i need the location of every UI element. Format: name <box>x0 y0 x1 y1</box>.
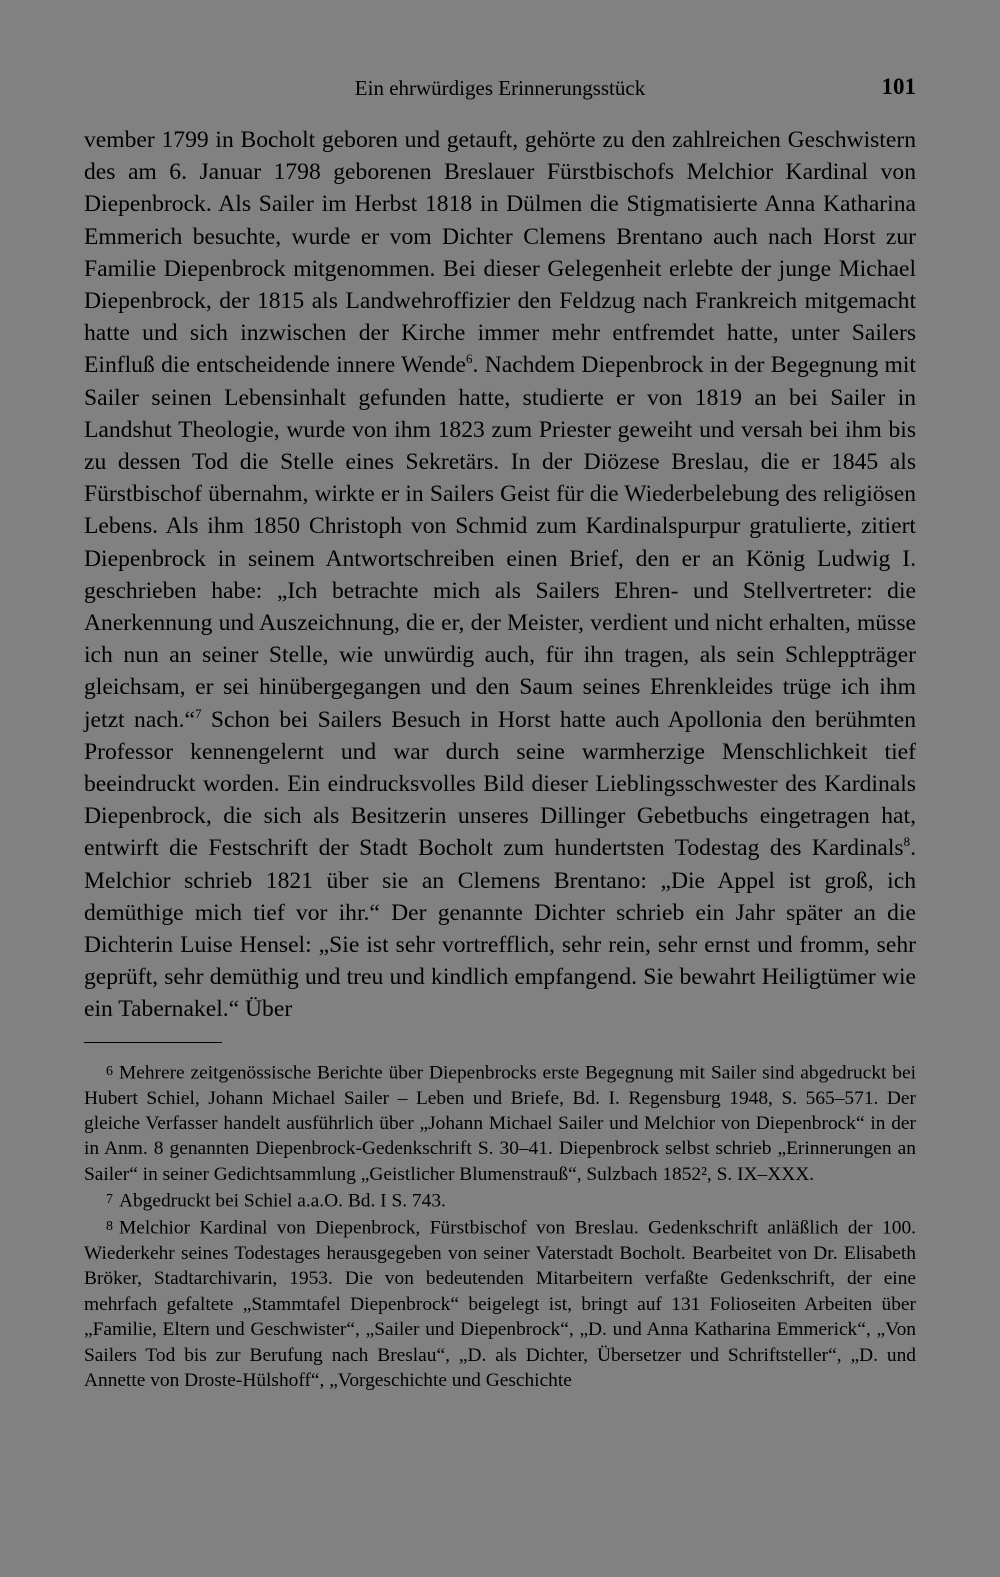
footnote-8 <box>84 1214 916 1393</box>
text-segment: vember 1799 in Bocholt geboren und getauft, gehörte zu den zahlreichen Geschwistern des am 6. Januar 1798 geborenen Breslauer Fürstbischofs Melchior Kardinal von Diepenbrock. Als Sailer im Herbst 1818 in Dülmen die Stigmatisierte Anna Katharina Emmerich besuchte, wurde er vom Dichter Clemens Brentano auch nach Horst zur Familie Diepenbrock mitgenommen. Bei dieser Gelegenheit erlebte der junge Michael Diepenbrock, der 1815 als Landwehroffizier den Feldzug nach Frankreich mitgemacht hatte und sich inzwischen der Kirche immer mehr entfremdet hatte, unter Sailers Einfluß die entscheidende innere Wende <box>84 127 916 379</box>
footnote-reference: 8 <box>903 834 911 850</box>
footnote-text: Melchior Kardinal von Diepenbrock, Fürstbischof von Breslau. Gedenkschrift anläßlich der 100. Wiederkehr seines Todestages herausgegeben von seiner Vaterstadt Bocholt. Bearbeitet von Dr. Elisabeth Bröker, Stadtarchivarin, 1953. Die von bedeutenden Mitarbeitern verfaßte Gedenkschrift, der eine mehrfach gefaltete „Stammtafel Diepenbrock“ beigelegt ist, bringt auf 131 Folioseiten Arbeiten über „Familie, Eltern und Geschwister“, „Sailer und Diepenbrock“, „D. und Anna Katharina Emmerick“, „Von Sailers Tod bis zur Berufung nach Breslau“, „D. als Dichter, Übersetzer und Schriftsteller“, „D. und Annette von Droste-Hülshoff“, „Vorgeschichte und Geschichte <box>84 1217 916 1392</box>
running-title: Ein ehrwürdiges Erinnerungsstück <box>354 76 646 100</box>
footnote-reference: 7 <box>194 705 202 721</box>
footnote-text: Abgedruckt bei Schiel a.a.O. Bd. I S. 743. <box>118 1190 446 1212</box>
footnote-text: Mehrere zeitgenössische Berichte über Diepenbrocks erste Begegnung mit Sailer sind abgedruckt bei Hubert Schiel, Johann Michael Sailer – Leben und Briefe, Bd. I. Regensburg 1948, S. 565–571. Der gleiche Verfasser handelt ausführlich über „Johann Michael Sailer und Melchior von Diepenbrock“ in der in Anm. 8 genannten Diepenbrock-Gedenkschrift S. 30–41. Diepenbrock selbst schrieb „Erinnerungen an Sailer“ in seiner Gedichtsammlung „Geistlicher Blumenstrauß“, Sulzbach 1852², S. IX–XXX. <box>84 1062 916 1185</box>
footnote-reference: 6 <box>465 351 473 367</box>
footnote-6 <box>84 1059 916 1188</box>
footnotes <box>84 1059 916 1394</box>
footnote-divider <box>84 1042 222 1043</box>
text-segment: Schon bei Sailers Besuch in Horst hatte auch Apollonia den berühmten Professor kennengelernt und war durch seine warmherzige Menschlichkeit tief beeindruckt worden. Ein eindrucksvolles Bild dieser Lieblingsschwester des Kardinals Diepenbrock, die sich als Besitzerin unseres Dillinger Gebetbuchs eingetragen hat, entwirft die Festschrift der Stadt Bocholt zum hundertsten Todestag des Kardinals <box>84 706 916 862</box>
footnote-number: 7 <box>106 1192 113 1208</box>
footnote-number: 8 <box>106 1219 113 1235</box>
text-segment: . Melchior schrieb 1821 über sie an Clemens Brentano: „Die Appel ist groß, ich demüthige mich tief vor ihr.“ Der genannte Dichter schrieb ein Jahr später an die Dichterin Luise Hensel: „Sie ist sehr vortrefflich, sehr rein, sehr ernst und fromm, sehr geprüft, sehr demüthig und treu und kindlich empfangend. Sie bewahrt Heiligtümer wie ein Tabernakel.“ Über <box>84 835 916 1023</box>
footnote-number: 6 <box>106 1063 113 1079</box>
main-text <box>84 124 916 1026</box>
page-header <box>84 70 916 110</box>
paragraph <box>84 124 916 1026</box>
book-page <box>84 70 916 1393</box>
page-number: 101 <box>881 74 916 99</box>
footnote-7 <box>84 1187 916 1214</box>
text-segment: . Nachdem Diepenbrock in der Begegnung mit Sailer seinen Lebensinhalt gefunden hatte, studierte er von 1819 an bei Sailer in Landshut Theologie, wurde von ihm 1823 zum Priester geweiht und versah bei ihm bis zu dessen Tod die Stelle eines Sekretärs. In der Diözese Breslau, die er 1845 als Fürstbischof übernahm, wirkte er in Sailers Geist für die Wiederbelebung des religiösen Lebens. Als ihm 1850 Christoph von Schmid zum Kardinalspurpur gratulierte, zitiert Diepenbrock in seinem Antwortschreiben einen Brief, den er an König Ludwig I. geschrieben habe: „Ich betrachte mich als Sailers Ehren- und Stellvertreter: die Anerkennung und Auszeichnung, die er, der Meister, verdient und nicht erhalten, müsse ich nun an seiner Stelle, wie unwürdig auch, für ihn tragen, als sein Schleppträger gleichsam, er sei hinübergegangen und den Saum seines Ehrenkleides trüge ich ihm jetzt nach.“ <box>84 352 916 733</box>
